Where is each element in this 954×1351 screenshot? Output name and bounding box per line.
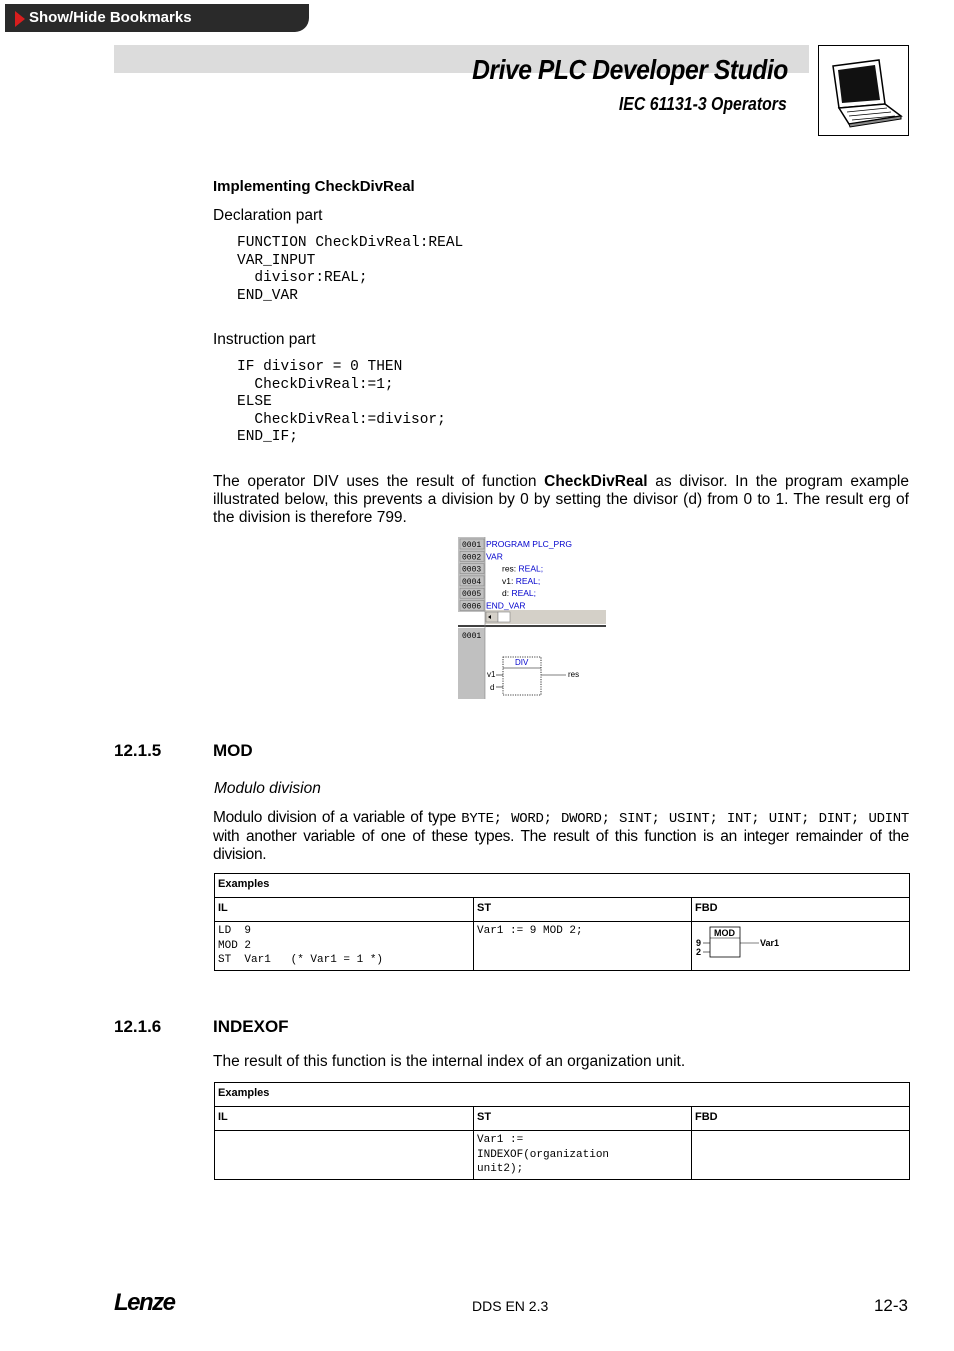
fbd-block-name: MOD [714, 928, 735, 938]
section-heading: Implementing CheckDivReal [213, 178, 415, 195]
code-line: PROGRAM PLC_PRG [486, 539, 572, 549]
page-title: Drive PLC Developer Studio [472, 54, 788, 85]
instruction-code: IF divisor = 0 THEN CheckDivReal:=1; ELSE CheckDivReal:=divisor; END_IF; [237, 359, 446, 446]
fbd-input-2: 2 [696, 947, 702, 957]
indexof-paragraph: The result of this function is the internal index of an organization unit. [213, 1053, 686, 1070]
declaration-label: Declaration part [213, 207, 323, 224]
table-caption: Examples [215, 1083, 910, 1107]
text: Modulo division of a variable of type [213, 809, 462, 826]
line-number: 0005 [462, 590, 482, 600]
declaration-code: FUNCTION CheckDivReal:REAL VAR_INPUT divisor:REAL; END_VAR [237, 235, 464, 304]
section-number: 12.1.6 [114, 1017, 162, 1036]
column-header-il: IL [215, 898, 474, 922]
line-number: 0003 [462, 565, 482, 575]
type-list: BYTE; WORD; DWORD; SINT; USINT; INT; UINT; DINT; UDINT [461, 811, 909, 827]
table-caption: Examples [215, 874, 910, 898]
line-number: 0004 [462, 577, 482, 587]
column-header-fbd: FBD [692, 898, 910, 922]
code-line: v1: REAL; [502, 575, 541, 586]
text-bold: CheckDivReal [544, 473, 648, 490]
mod-paragraph [213, 809, 909, 864]
code-line: res: REAL; [502, 563, 544, 574]
line-number: 0002 [462, 553, 482, 563]
code-line: VAR [486, 551, 503, 562]
code-line: d: REAL; [502, 588, 537, 599]
block-name: DIV [515, 658, 529, 667]
indexof-examples-table [214, 1082, 910, 1180]
text: with another variable of one of these types. The result of this function is an integer remainder of the division. [213, 828, 909, 863]
fbd-input-1: 9 [696, 938, 702, 948]
section-number: 12.1.5 [114, 741, 162, 760]
section-subtitle: Modulo division [214, 780, 321, 797]
output-res: res [568, 670, 580, 679]
laptop-icon [818, 45, 909, 136]
code-line: END_VAR [486, 600, 526, 611]
fbd-cell [692, 1131, 910, 1180]
st-code: Var1 := INDEXOF(organization unit2); [474, 1131, 692, 1180]
program-example-screenshot [458, 537, 606, 699]
checkdivreal-paragraph [213, 473, 909, 527]
mod-examples-table [214, 873, 910, 971]
column-header-fbd: FBD [692, 1107, 910, 1131]
column-header-il: IL [215, 1107, 474, 1131]
input-v1: v1 [487, 670, 496, 679]
document-id: DDS EN 2.3 [472, 1298, 549, 1314]
st-code: Var1 := 9 MOD 2; [474, 922, 692, 971]
column-header-st: ST [474, 1107, 692, 1131]
lenze-logo: Lenze [114, 1289, 175, 1316]
line-number: 0001 [462, 541, 482, 550]
instruction-label: Instruction part [213, 331, 316, 348]
arrow-right-icon [15, 11, 25, 27]
show-hide-bookmarks-button[interactable] [5, 4, 309, 32]
column-header-st: ST [474, 898, 692, 922]
text: The operator DIV uses the result of function [213, 473, 545, 490]
page-number: 12-3 [873, 1296, 908, 1315]
section-title: MOD [213, 741, 253, 760]
il-code [215, 1131, 474, 1180]
section-title: INDEXOF [213, 1017, 289, 1036]
fbd-diagram [692, 922, 910, 971]
text: as divisor. In the program example illustrated below, this prevents a division by 0 by setting the divisor (d) from 0 to 1. The result erg of the division is therefore 799. [213, 473, 910, 526]
input-d: d [490, 683, 495, 692]
line-number: 0006 [462, 602, 482, 612]
network-number: 0001 [462, 632, 482, 641]
fbd-output: Var1 [760, 938, 780, 948]
il-code: LD 9 MOD 2 ST Var1 (* Var1 = 1 *) [215, 922, 474, 971]
page-subtitle: IEC 61131-3 Operators [619, 94, 787, 114]
bookmarks-label: Show/Hide Bookmarks [29, 9, 192, 26]
